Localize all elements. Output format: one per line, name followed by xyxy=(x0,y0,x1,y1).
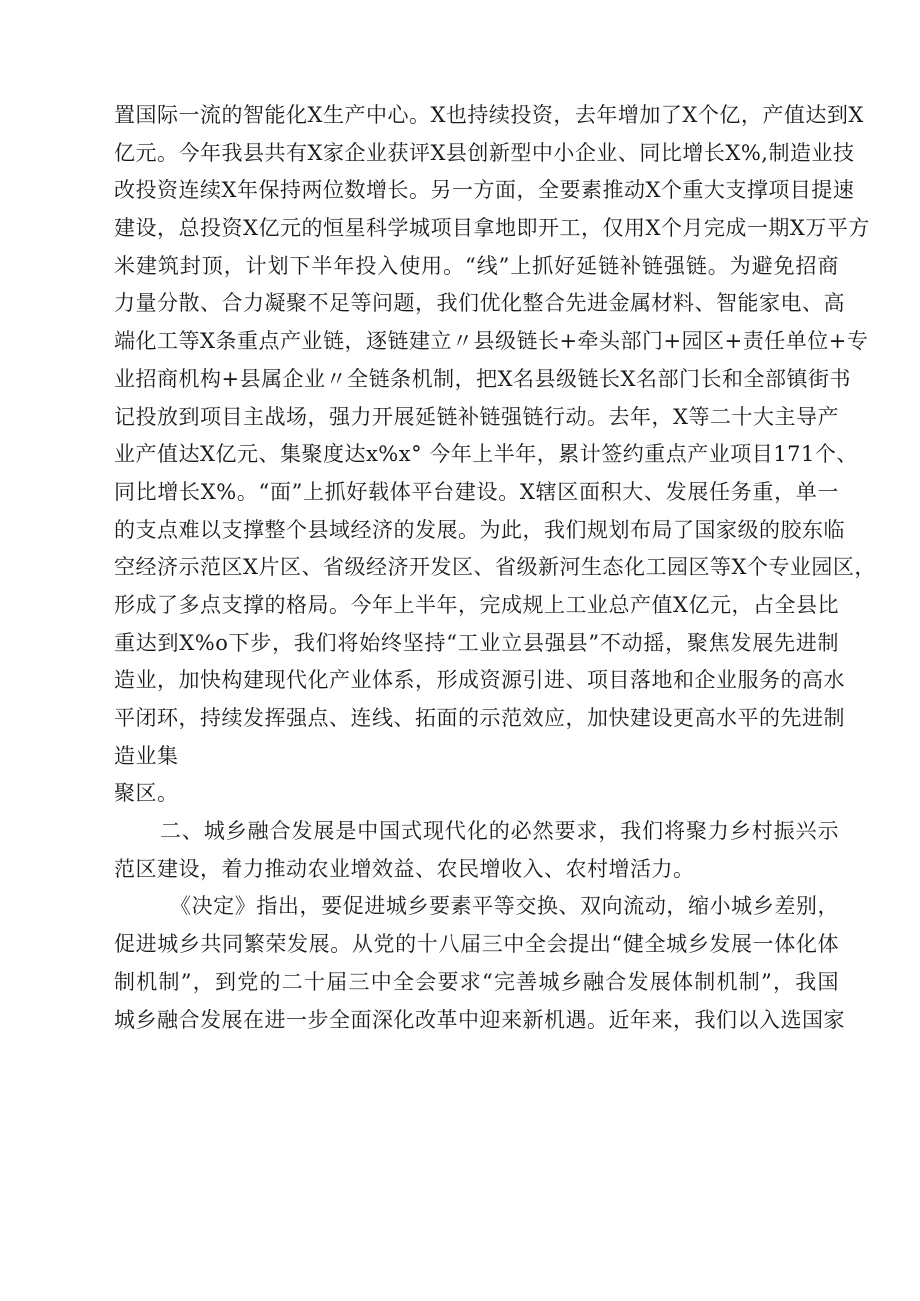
text-line: 造业，加快构建现代化产业体系，形成资源引进、项目落地和企业服务的高水 xyxy=(114,668,845,693)
text-line: 建设，总投资X亿元的恒星科学城项目拿地即开工，仅用X个月完成一期X万平方 xyxy=(114,216,870,241)
text-line: 的支点难以支撑整个县域经济的发展。为此，我们规划布局了国家级的胶东临 xyxy=(114,517,845,542)
section-heading-line: 二、城乡融合发展是中国式现代化的必然要求，我们将聚力乡村振兴示 xyxy=(160,819,839,844)
paragraph-decision xyxy=(114,888,845,1039)
text-line: 亿元。今年我县共有X家企业获评X县创新型中小企业、同比增长X%,制造业技 xyxy=(114,140,855,165)
text-line: 力量分散、合力凝聚不足等问题，我们优化整合先进金属材料、智能家电、高 xyxy=(114,291,845,316)
document-body xyxy=(114,97,876,1039)
text-line: 业产值达X亿元、集聚度达x%x° 今年上半年，累计签约重点产业项目171个、 xyxy=(114,442,858,467)
text-line: 空经济示范区X片区、省级经济开发区、省级新河生态化工园区等X个专业园区， xyxy=(114,555,876,580)
text-line: 聚区。 xyxy=(114,781,179,806)
text-line: 《决定》指出，要促进城乡要素平等交换、双向流动，缩小城乡差别， xyxy=(170,894,839,919)
text-line: 造业集 xyxy=(114,743,179,768)
text-line: 同比增长X%。“面”上抓好载体平台建设。X辖区面积大、发展任务重，单一 xyxy=(114,479,839,504)
section-heading-line: 范区建设，着力推动农业增效益、农民增收入、农村增活力。 xyxy=(114,856,695,881)
text-line: 记投放到项目主战场，强力开展延链补链强链行动。去年，X等二十大主导产 xyxy=(114,404,839,429)
text-line: 米建筑封顶，计划下半年投入使用。“线”上抓好延链补链强链。为避免招商 xyxy=(114,253,839,278)
text-line: 改投资连续X年保持两位数增长。另一方面，全要素推动X个重大支撑项目提速 xyxy=(114,178,855,203)
text-line: 城乡融合发展在进一步全面深化改革中迎来新机遇。近年来，我们以入选国家 xyxy=(114,1007,845,1032)
text-line: 置国际一流的智能化X生产中心。X也持续投资，去年增加了X个亿，产值达到X xyxy=(114,103,864,127)
paragraph-section-two xyxy=(114,813,839,888)
text-line: 业招商机构+县属企业〃全链条机制，把X名县级链长X名部门长和全部镇街书 xyxy=(114,366,851,391)
text-line: 促进城乡共同繁荣发展。从党的十八届三中全会提出“健全城乡发展一体化体 xyxy=(114,932,839,957)
text-line: 制机制”，到党的二十届三中全会要求“完善城乡融合发展体制机制”，我国 xyxy=(114,969,839,994)
paragraph-industry xyxy=(114,97,876,813)
text-line: 形成了多点支撑的格局。今年上半年，完成规上工业总产值X亿元，占全县比 xyxy=(114,592,839,617)
text-line: 重达到X%o下步，我们将始终坚持“工业立县强县”不动摇，聚焦发展先进制 xyxy=(114,630,839,655)
text-line: 端化工等X条重点产业链，逐链建立〃县级链长+牵头部门+园区+责任单位+专 xyxy=(114,329,869,354)
text-line: 平闭环，持续发挥强点、连线、拓面的示范效应，加快建设更高水平的先进制 xyxy=(114,706,845,730)
